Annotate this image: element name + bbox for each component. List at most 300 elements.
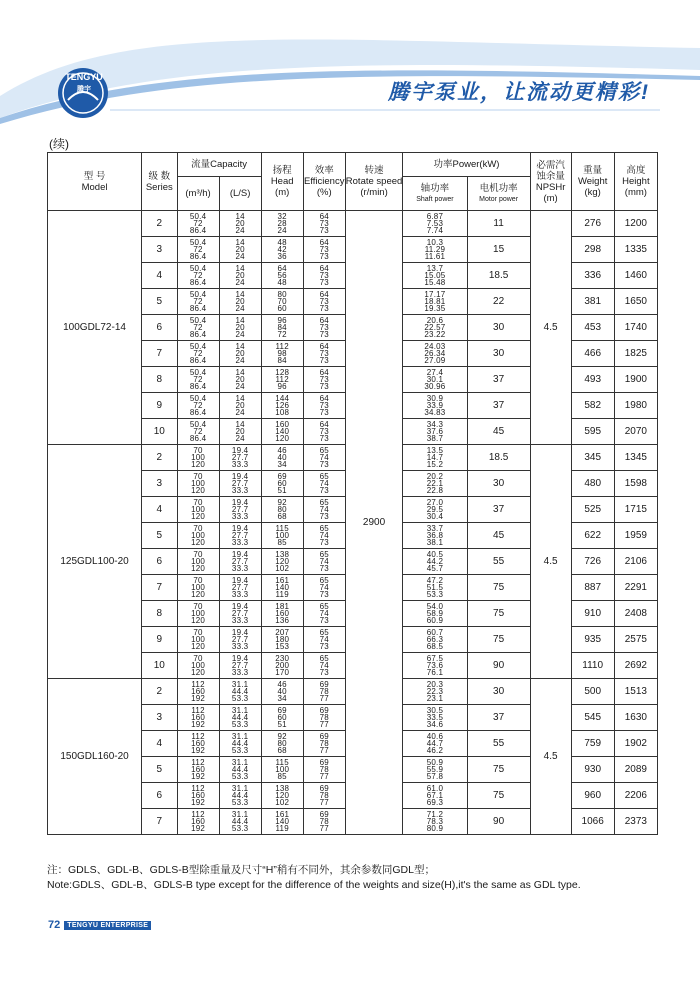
shaft-power-cell (403, 211, 467, 237)
head-cell-value: 161 (275, 809, 290, 819)
capacity-m3h-cell (177, 679, 219, 705)
head-cell-value: 48 (277, 237, 287, 247)
shaft-power-cell-value: 6.87 (426, 211, 444, 221)
head-cell-value: 85 (277, 772, 287, 782)
motor-power-cell: 37 (467, 705, 530, 731)
efficiency-cell (303, 549, 345, 575)
shaft-power-cell (403, 237, 467, 263)
efficiency-cell-value: 73 (319, 426, 329, 436)
head-cell (261, 315, 303, 341)
capacity-m3h-cell (177, 419, 219, 445)
weight-cell: 525 (571, 497, 614, 523)
shaft-power-cell-value: 11.29 (424, 244, 446, 254)
head-cell-value: 80 (277, 738, 287, 748)
head-cell-value: 230 (275, 653, 290, 663)
head-cell-value: 207 (275, 627, 290, 637)
efficiency-cell-value: 65 (319, 653, 329, 663)
capacity-m3h-cell (177, 757, 219, 783)
capacity-m3h-cell (177, 601, 219, 627)
head-cell-value: 51 (277, 486, 287, 496)
efficiency-cell-value: 73 (319, 564, 329, 574)
capacity-m3h-cell-value: 70 (193, 575, 203, 585)
capacity-m3h-cell-value: 70 (193, 653, 203, 663)
capacity-ls-cell-value: 20 (235, 426, 245, 436)
head-cell-value: 144 (275, 393, 290, 403)
note-chinese: 注：GDLS、GDL-B、GDLS-B型除重量及尺寸“H”稍有不同外，其余参数同GDL型； (47, 864, 435, 876)
head-cell (261, 809, 303, 835)
capacity-ls-cell-value: 33.3 (231, 564, 249, 574)
efficiency-cell-value: 64 (319, 263, 329, 273)
motor-power-cell: 37 (467, 497, 530, 523)
height-cell: 2106 (614, 549, 657, 575)
capacity-ls-cell-value: 31.1 (231, 731, 249, 741)
series-cell: 9 (142, 393, 177, 419)
capacity-ls-cell (219, 367, 261, 393)
series-cell: 2 (142, 679, 177, 705)
efficiency-cell-value: 74 (319, 634, 329, 644)
head-cell-value: 98 (277, 348, 287, 358)
weight-cell: 453 (571, 315, 614, 341)
shaft-power-cell-value: 30.9 (426, 393, 444, 403)
capacity-ls-cell-value: 19.4 (231, 653, 249, 663)
motor-power-cell: 15 (467, 237, 530, 263)
capacity-m3h-cell-value: 72 (193, 296, 203, 306)
efficiency-cell-value: 73 (319, 382, 329, 392)
head-cell (261, 705, 303, 731)
head-cell (261, 289, 303, 315)
shaft-power-cell-value: 27.4 (426, 367, 444, 377)
head-cell-value: 140 (275, 816, 290, 826)
capacity-ls-cell-value: 33.3 (231, 486, 249, 496)
capacity-ls-cell-value: 53.3 (231, 772, 249, 782)
head-cell-value: 46 (277, 679, 287, 689)
shaft-power-cell-value: 36.8 (426, 530, 444, 540)
motor-power-cell: 75 (467, 757, 530, 783)
shaft-power-cell-value: 18.81 (424, 296, 446, 306)
shaft-power-cell-value: 15.48 (424, 278, 446, 288)
capacity-m3h-cell-value: 100 (191, 478, 206, 488)
header-efficiency: 效率 Efficiency (%) (303, 153, 345, 211)
capacity-ls-cell (219, 809, 261, 835)
efficiency-cell (303, 393, 345, 419)
capacity-m3h-cell-value: 50.4 (189, 393, 207, 403)
shaft-power-cell-value: 80.9 (426, 824, 444, 834)
shaft-power-cell-value: 61.0 (426, 783, 444, 793)
capacity-m3h-cell-value: 120 (191, 460, 206, 470)
capacity-ls-cell-value: 44.4 (231, 816, 249, 826)
shaft-power-cell-value: 38.7 (426, 434, 444, 444)
efficiency-cell-value: 73 (319, 400, 329, 410)
efficiency-cell-value: 73 (319, 218, 329, 228)
series-cell: 2 (142, 445, 177, 471)
shaft-power-cell-value: 29.5 (426, 504, 444, 514)
motor-power-cell: 30 (467, 341, 530, 367)
capacity-m3h-cell-value: 112 (191, 731, 205, 741)
efficiency-cell-value: 78 (319, 686, 329, 696)
capacity-m3h-cell-value: 120 (191, 590, 206, 600)
weight-cell: 1110 (571, 653, 614, 679)
efficiency-cell-value: 65 (319, 601, 329, 611)
shaft-power-cell-value: 20.2 (426, 471, 444, 481)
shaft-power-cell-value: 30.5 (426, 705, 444, 715)
head-cell-value: 126 (275, 400, 290, 410)
capacity-m3h-cell (177, 315, 219, 341)
head-cell-value: 56 (277, 270, 287, 280)
height-cell: 2070 (614, 419, 657, 445)
capacity-m3h-cell-value: 70 (193, 445, 203, 455)
motor-power-cell: 45 (467, 523, 530, 549)
efficiency-cell-value: 64 (319, 393, 329, 403)
efficiency-cell-value: 73 (319, 668, 329, 678)
shaft-power-cell-value: 76.1 (426, 668, 444, 678)
shaft-power-cell-value: 13.5 (426, 445, 444, 455)
head-cell (261, 211, 303, 237)
capacity-ls-cell-value: 33.3 (231, 512, 249, 522)
motor-power-cell: 75 (467, 783, 530, 809)
capacity-m3h-cell-value: 160 (191, 686, 206, 696)
efficiency-cell (303, 705, 345, 731)
weight-cell: 500 (571, 679, 614, 705)
head-cell (261, 367, 303, 393)
head-cell (261, 757, 303, 783)
capacity-m3h-cell (177, 627, 219, 653)
capacity-m3h-cell-value: 86.4 (189, 330, 207, 340)
shaft-power-cell-value: 17.17 (424, 289, 446, 299)
capacity-m3h-cell-value: 100 (191, 608, 206, 618)
capacity-m3h-cell-value: 112 (191, 809, 205, 819)
capacity-m3h-cell-value: 50.4 (189, 315, 207, 325)
shaft-power-cell-value: 53.3 (426, 590, 444, 600)
series-cell: 6 (142, 315, 177, 341)
shaft-power-cell (403, 497, 467, 523)
shaft-power-cell (403, 289, 467, 315)
capacity-ls-cell (219, 653, 261, 679)
head-cell (261, 263, 303, 289)
motor-power-cell: 75 (467, 627, 530, 653)
height-cell: 1715 (614, 497, 657, 523)
capacity-ls-cell-value: 27.7 (231, 660, 249, 670)
head-cell-value: 24 (277, 226, 287, 236)
weight-cell: 381 (571, 289, 614, 315)
efficiency-cell-value: 77 (319, 694, 329, 704)
shaft-power-cell-value: 7.53 (426, 218, 444, 228)
head-cell-value: 32 (277, 211, 287, 221)
capacity-ls-cell-value: 24 (235, 356, 245, 366)
shaft-power-cell-value: 23.22 (424, 330, 446, 340)
head-cell (261, 575, 303, 601)
capacity-ls-cell-value: 27.7 (231, 608, 249, 618)
npsh-cell: 4.5 (530, 679, 571, 835)
capacity-ls-cell (219, 601, 261, 627)
header-model: 型 号 Model (48, 153, 142, 211)
head-cell-value: 68 (277, 746, 287, 756)
capacity-ls-cell (219, 679, 261, 705)
efficiency-cell-value: 78 (319, 816, 329, 826)
height-cell: 1825 (614, 341, 657, 367)
height-cell: 2089 (614, 757, 657, 783)
head-cell (261, 731, 303, 757)
weight-cell: 622 (571, 523, 614, 549)
efficiency-cell-value: 74 (319, 582, 329, 592)
capacity-ls-cell-value: 19.4 (231, 601, 249, 611)
efficiency-cell-value: 77 (319, 720, 329, 730)
capacity-ls-cell-value: 20 (235, 270, 245, 280)
series-cell: 3 (142, 237, 177, 263)
capacity-ls-cell-value: 44.4 (231, 738, 249, 748)
capacity-ls-cell (219, 627, 261, 653)
series-cell: 3 (142, 705, 177, 731)
head-cell-value: 160 (275, 419, 290, 429)
head-cell-value: 42 (277, 244, 287, 254)
efficiency-cell-value: 69 (319, 679, 329, 689)
head-cell-value: 51 (277, 720, 287, 730)
efficiency-cell-value: 73 (319, 278, 329, 288)
capacity-m3h-cell (177, 523, 219, 549)
head-cell-value: 96 (277, 382, 287, 392)
head-cell-value: 128 (275, 367, 290, 377)
capacity-m3h-cell (177, 731, 219, 757)
capacity-m3h-cell (177, 263, 219, 289)
shaft-power-cell-value: 58.9 (426, 608, 444, 618)
capacity-m3h-cell (177, 549, 219, 575)
shaft-power-cell-value: 40.5 (426, 549, 444, 559)
capacity-ls-cell (219, 445, 261, 471)
shaft-power-cell-value: 19.35 (424, 304, 446, 314)
efficiency-cell-value: 65 (319, 471, 329, 481)
shaft-power-cell-value: 67.5 (426, 653, 444, 663)
efficiency-cell (303, 601, 345, 627)
series-cell: 5 (142, 289, 177, 315)
capacity-m3h-cell-value: 100 (191, 504, 206, 514)
efficiency-cell-value: 73 (319, 642, 329, 652)
weight-cell: 582 (571, 393, 614, 419)
header-motor-power: 电机功率 Motor power (467, 177, 530, 211)
head-cell-value: 68 (277, 512, 287, 522)
efficiency-cell (303, 211, 345, 237)
efficiency-cell (303, 627, 345, 653)
head-cell-value: 84 (277, 322, 287, 332)
head-cell-value: 136 (275, 616, 290, 626)
capacity-ls-cell-value: 53.3 (231, 746, 249, 756)
capacity-m3h-cell-value: 192 (191, 824, 206, 834)
capacity-ls-cell-value: 19.4 (231, 497, 249, 507)
shaft-power-cell-value: 30.4 (426, 512, 444, 522)
spec-table-body (48, 211, 658, 835)
shaft-power-cell-value: 60.9 (426, 616, 444, 626)
series-cell: 7 (142, 575, 177, 601)
capacity-ls-cell-value: 27.7 (231, 582, 249, 592)
capacity-ls-cell-value: 24 (235, 408, 245, 418)
capacity-m3h-cell-value: 70 (193, 497, 203, 507)
motor-power-cell: 18.5 (467, 263, 530, 289)
shaft-power-cell-value: 15.05 (424, 270, 446, 280)
capacity-m3h-cell-value: 72 (193, 322, 203, 332)
capacity-ls-cell-value: 20 (235, 374, 245, 384)
capacity-ls-cell-value: 14 (235, 393, 245, 403)
efficiency-cell (303, 445, 345, 471)
efficiency-cell (303, 419, 345, 445)
series-cell: 8 (142, 367, 177, 393)
efficiency-cell (303, 341, 345, 367)
efficiency-cell (303, 497, 345, 523)
head-cell-value: 181 (275, 601, 290, 611)
capacity-ls-cell-value: 33.3 (231, 668, 249, 678)
head-cell-value: 140 (275, 426, 290, 436)
capacity-ls-cell-value: 24 (235, 278, 245, 288)
shaft-power-cell-value: 22.3 (426, 686, 444, 696)
shaft-power-cell-value: 78.3 (426, 816, 444, 826)
efficiency-cell-value: 73 (319, 226, 329, 236)
efficiency-cell-value: 74 (319, 452, 329, 462)
header-cap-m3h: (m³/h) (177, 177, 219, 211)
weight-cell: 545 (571, 705, 614, 731)
height-cell: 1460 (614, 263, 657, 289)
capacity-ls-cell (219, 575, 261, 601)
shaft-power-cell-value: 10.3 (426, 237, 444, 247)
efficiency-cell-value: 73 (319, 296, 329, 306)
capacity-m3h-cell-value: 70 (193, 523, 203, 533)
capacity-m3h-cell-value: 192 (191, 772, 206, 782)
capacity-ls-cell (219, 341, 261, 367)
capacity-ls-cell-value: 31.1 (231, 757, 249, 767)
efficiency-cell-value: 69 (319, 809, 329, 819)
series-cell: 9 (142, 627, 177, 653)
efficiency-cell-value: 73 (319, 374, 329, 384)
efficiency-cell-value: 65 (319, 497, 329, 507)
head-cell (261, 627, 303, 653)
header-speed: 转速 Rotate speed (r/min) (345, 153, 403, 211)
capacity-ls-cell-value: 24 (235, 304, 245, 314)
capacity-ls-cell-value: 44.4 (231, 712, 249, 722)
capacity-m3h-cell-value: 72 (193, 218, 203, 228)
capacity-m3h-cell-value: 86.4 (189, 278, 207, 288)
weight-cell: 595 (571, 419, 614, 445)
efficiency-cell-value: 77 (319, 824, 329, 834)
efficiency-cell-value: 77 (319, 746, 329, 756)
capacity-ls-cell-value: 33.3 (231, 538, 249, 548)
shaft-power-cell-value: 67.1 (426, 790, 444, 800)
shaft-power-cell-value: 13.7 (426, 263, 444, 273)
capacity-ls-cell (219, 263, 261, 289)
npsh-cell: 4.5 (530, 445, 571, 679)
head-cell (261, 471, 303, 497)
capacity-m3h-cell-value: 72 (193, 400, 203, 410)
head-cell-value: 160 (275, 608, 290, 618)
efficiency-cell-value: 73 (319, 616, 329, 626)
weight-cell: 298 (571, 237, 614, 263)
capacity-ls-cell (219, 523, 261, 549)
efficiency-cell-value: 73 (319, 512, 329, 522)
capacity-m3h-cell (177, 289, 219, 315)
height-cell: 1598 (614, 471, 657, 497)
height-cell: 2408 (614, 601, 657, 627)
shaft-power-cell-value: 30.1 (426, 374, 444, 384)
head-cell-value: 138 (275, 783, 290, 793)
capacity-m3h-cell (177, 367, 219, 393)
efficiency-cell (303, 289, 345, 315)
capacity-m3h-cell-value: 72 (193, 426, 203, 436)
weight-cell: 480 (571, 471, 614, 497)
head-cell-value: 100 (275, 530, 290, 540)
capacity-m3h-cell-value: 160 (191, 790, 206, 800)
shaft-power-cell-value: 22.1 (426, 478, 444, 488)
motor-power-cell: 22 (467, 289, 530, 315)
head-cell (261, 341, 303, 367)
shaft-power-cell-value: 30.96 (424, 382, 446, 392)
capacity-m3h-cell-value: 86.4 (189, 408, 207, 418)
shaft-power-cell-value: 38.1 (426, 538, 444, 548)
efficiency-cell-value: 73 (319, 460, 329, 470)
height-cell: 2373 (614, 809, 657, 835)
capacity-ls-cell (219, 731, 261, 757)
capacity-ls-cell (219, 705, 261, 731)
shaft-power-cell-value: 22.57 (424, 322, 446, 332)
series-cell: 10 (142, 419, 177, 445)
slogan: 腾宇泵业，让流动更精彩! (388, 81, 650, 104)
motor-power-cell: 75 (467, 601, 530, 627)
series-cell: 4 (142, 731, 177, 757)
shaft-power-cell (403, 601, 467, 627)
table-row (48, 211, 658, 237)
header-power: 功率Power(kW) (403, 153, 530, 177)
capacity-m3h-cell-value: 72 (193, 244, 203, 254)
shaft-power-cell (403, 445, 467, 471)
shaft-power-cell (403, 731, 467, 757)
capacity-ls-cell (219, 393, 261, 419)
efficiency-cell (303, 263, 345, 289)
logo-name: TENGYU (65, 72, 103, 82)
capacity-m3h-cell (177, 809, 219, 835)
efficiency-cell-value: 74 (319, 504, 329, 514)
weight-cell: 726 (571, 549, 614, 575)
efficiency-cell-value: 64 (319, 237, 329, 247)
head-cell-value: 96 (277, 315, 287, 325)
capacity-m3h-cell-value: 70 (193, 627, 203, 637)
series-cell: 6 (142, 549, 177, 575)
weight-cell: 887 (571, 575, 614, 601)
head-cell-value: 108 (275, 408, 290, 418)
capacity-ls-cell-value: 20 (235, 400, 245, 410)
capacity-m3h-cell (177, 341, 219, 367)
head-cell-value: 161 (275, 575, 290, 585)
capacity-m3h-cell (177, 653, 219, 679)
series-cell: 8 (142, 601, 177, 627)
shaft-power-cell-value: 33.9 (426, 400, 444, 410)
capacity-ls-cell-value: 14 (235, 315, 245, 325)
capacity-m3h-cell-value: 100 (191, 556, 206, 566)
capacity-ls-cell-value: 14 (235, 419, 245, 429)
capacity-m3h-cell-value: 120 (191, 538, 206, 548)
head-cell-value: 40 (277, 452, 287, 462)
shaft-power-cell-value: 47.2 (426, 575, 444, 585)
efficiency-cell-value: 65 (319, 523, 329, 533)
capacity-ls-cell-value: 44.4 (231, 764, 249, 774)
speed-cell: 2900 (345, 211, 403, 835)
capacity-m3h-cell (177, 393, 219, 419)
head-cell (261, 783, 303, 809)
shaft-power-cell-value: 7.74 (426, 226, 444, 236)
efficiency-cell-value: 65 (319, 445, 329, 455)
shaft-power-cell-value: 23.1 (426, 694, 444, 704)
capacity-m3h-cell-value: 100 (191, 634, 206, 644)
efficiency-cell-value: 78 (319, 790, 329, 800)
capacity-ls-cell-value: 19.4 (231, 523, 249, 533)
efficiency-cell-value: 77 (319, 772, 329, 782)
efficiency-cell-value: 64 (319, 211, 329, 221)
capacity-ls-cell (219, 783, 261, 809)
capacity-ls-cell-value: 27.7 (231, 556, 249, 566)
head-cell-value: 102 (275, 798, 290, 808)
